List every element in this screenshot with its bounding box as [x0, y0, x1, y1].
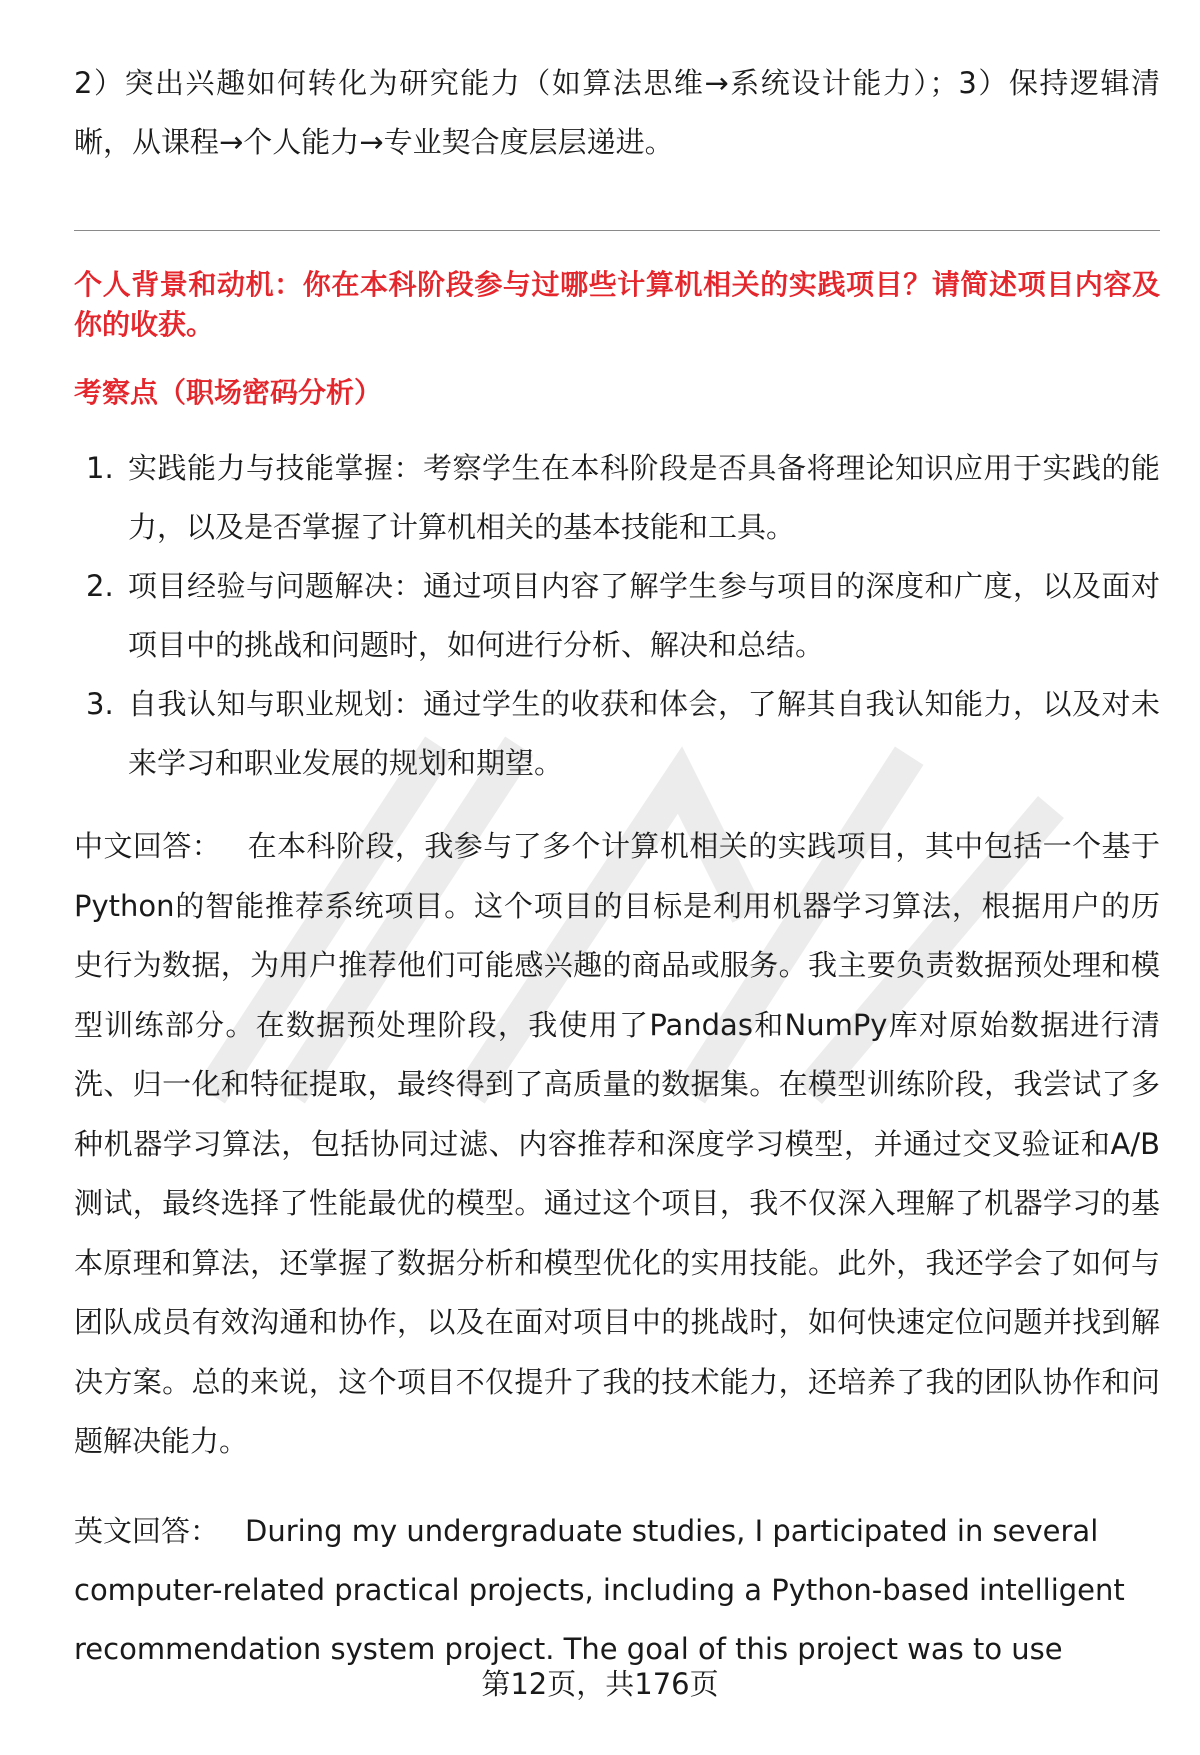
document-page: [74, 54, 1160, 1679]
english-answer: [74, 1502, 1160, 1679]
chinese-answer: [74, 817, 1160, 1472]
list-item: [74, 439, 1160, 557]
section-divider: [74, 230, 1160, 231]
english-answer-label: 英文回答：: [74, 1513, 220, 1548]
list-item-number: 1.: [86, 451, 114, 485]
analysis-heading: 考察点（职场密码分析）: [74, 376, 383, 409]
question-heading: 个人背景和动机：你在本科阶段参与过哪些计算机相关的实践项目？请简述项目内容及你的收获。: [74, 268, 1160, 341]
analysis-list: [74, 439, 1160, 793]
chinese-answer-label: 中文回答：: [74, 829, 222, 863]
list-item-number: 3.: [86, 687, 114, 721]
list-item: [74, 675, 1160, 793]
list-item-number: 2.: [86, 569, 114, 603]
chinese-answer-text: 在本科阶段，我参与了多个计算机相关的实践项目，其中包括一个基于Python的智能推荐系统项目。这个项目的目标是利用机器学习算法，根据用户的历史行为数据，为用户推荐他们可能感兴趣的商品或服务。我主要负责数据预处理和模型训练部分。在数据预处理阶段，我使用了Pandas和NumPy库对原始数据进行清洗、归一化和特征提取，最终得到了高质量的数据集。在模型训练阶段，我尝试了多种机器学习算法，包括协同过滤、内容推荐和深度学习模型，并通过交叉验证和A/B测试，最终选择了性能最优的模型。通过这个项目，我不仅深入理解了机器学习的基本原理和算法，还掌握了数据分析和模型优化的实用技能。此外，我还学会了如何与团队成员有效沟通和协作，以及在面对项目中的挑战时，如何快速定位问题并找到解决方案。总的来说，这个项目不仅提升了我的技术能力，还培养了我的团队协作和问题解决能力。: [74, 829, 1160, 1458]
english-answer-text: During my undergraduate studies, I participated in several computer-related practical projects, including a Python-based intelligent recommendation system project. The goal of this project was to use: [74, 1513, 1125, 1666]
page-number-footer: 第12页，共176页: [481, 1667, 719, 1701]
list-item: [74, 557, 1160, 675]
list-item-text: 自我认知与职业规划：通过学生的收获和体会，了解其自我认知能力，以及对未来学习和职业发展的规划和期望。: [128, 687, 1160, 780]
list-item-text: 实践能力与技能掌握：考察学生在本科阶段是否具备将理论知识应用于实践的能力，以及是否掌握了计算机相关的基本技能和工具。: [128, 451, 1160, 544]
list-item-text: 项目经验与问题解决：通过项目内容了解学生参与项目的深度和广度，以及面对项目中的挑战和问题时，如何进行分析、解决和总结。: [128, 569, 1160, 662]
intro-paragraph: 2）突出兴趣如何转化为研究能力（如算法思维→系统设计能力）；3）保持逻辑清晰，从课程→个人能力→专业契合度层层递进。: [74, 66, 1160, 159]
